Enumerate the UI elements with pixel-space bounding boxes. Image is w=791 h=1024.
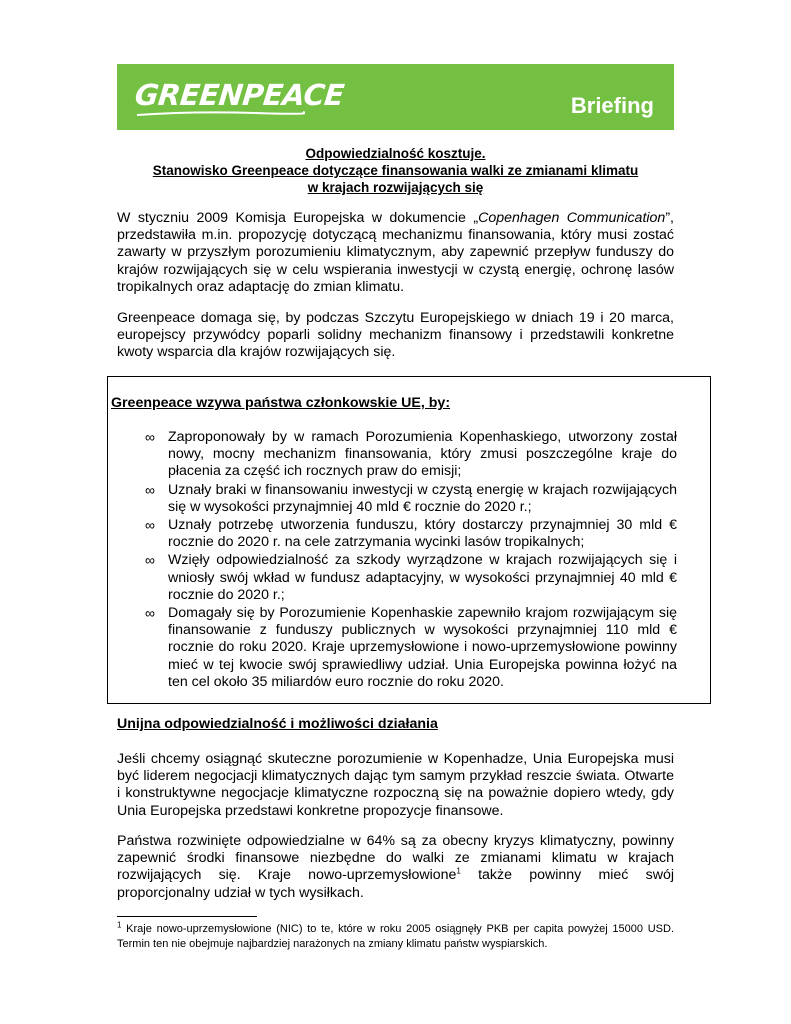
intro-paragraph-2: Greenpeace domaga się, by podczas Szczytu Europejskiego w dniach 19 i 20 marca, europejscy przywódcy poparli solidny mechanizm finansowy i przedstawili konkretne kwoty wsparcia dla krajów rozwijających się. [117, 310, 674, 361]
list-item: ∞ Zaproponowały by w ramach Porozumienia Kopenhaskiego, utworzony został nowy, mocny mechanizm finansowania, który zmusi poszczególne kraje do płacenia za część ich rocznych praw do emisji; [145, 429, 677, 480]
bullet-icon: ∞ [145, 552, 155, 569]
intro-p1-text: W styczniu 2009 Komisja Europejska w dokumencie „ [117, 210, 479, 226]
demands-list [145, 429, 677, 692]
list-item: ∞ Uznały potrzebę utworzenia funduszu, który dostarczy przynajmniej 30 mld € rocznie do 2020 r. na cele zatrzymania wycinki lasów tropikalnych; [145, 517, 677, 551]
greenpeace-banner [117, 64, 674, 130]
bullet-icon: ∞ [145, 605, 155, 622]
section-paragraph-1: Jeśli chcemy osiągnąć skuteczne porozumienie w Kopenhadze, Unia Europejska musi być liderem negocjacji klimatycznych dając tym samym przykład reszcie świata. Otwarte i konstruktywne negocjacje klimatyczne rozpoczną się na poważnie dopiero wtedy, gdy Unia Europejska przedstawi konkretne propozycje finansowe. [117, 751, 674, 819]
demands-box [107, 376, 711, 704]
document-title [117, 145, 674, 196]
footnote-reference[interactable]: 1 [456, 866, 461, 876]
title-line-3: w krajach rozwijających się [307, 180, 484, 195]
intro-p1-italic: Copenhagen Communication [478, 210, 666, 226]
demands-heading: Greenpeace wzywa państwa członkowskie UE, by: [111, 395, 451, 411]
logo-swash-icon [135, 110, 305, 118]
list-item: ∞ Domagały się by Porozumienie Kopenhaskie zapewniło krajom rozwijającym się finansowanie z funduszy publicznych w wysokości przynajmniej 110 mld € rocznie do roku 2020. Kraje uprzemysłowione i nowo-uprzemysłowione powinny mieć w tej kwocie swój sprawiedliwy udział. Unia Europejska powinna łożyć na ten cel około 35 miliardów euro rocznie do roku 2020. [145, 605, 677, 690]
bullet-icon: ∞ [145, 517, 155, 534]
footnote-divider [117, 916, 257, 917]
section-paragraph-2: Państwa rozwinięte odpowiedzialne w 64% są za obecny kryzys klimatyczny, powinny zapewnić środki finansowe niezbędne do walki ze zmianami klimatu w krajach rozwijających się. Kraje nowo-uprzemysłowione$^1$ także powinny mieć swój proporcjonalny udział w tych wysiłkach. [117, 833, 674, 901]
bullet-icon: ∞ [145, 481, 155, 498]
intro-p1-text-after: ”, przedstawiła m.in. propozycję dotyczącą mechanizmu finansowania, który musi zostać zawarty w przyszłym porozumieniu klimatycznym, aby zapewnić przepływ funduszy do krajów rozwijających się w celu wspierania inwestycji w czystą energię, ochronę lasów tropikalnych oraz adaptację do zmian klimatu. [117, 210, 674, 295]
list-item: ∞ Wzięły odpowiedzialność za szkody wyrządzone w krajach rozwijających się i wniosły swój wkład w fundusz adaptacyjny, w wysokości przynajmniej 40 mld € rocznie do 2020 r.; [145, 552, 677, 603]
greenpeace-logo: GREENPEACE [133, 78, 346, 112]
intro-paragraph-1 [117, 210, 674, 296]
footnote-marker: 1 [117, 920, 122, 930]
title-line-1: Odpowiedzialność kosztuje. [305, 146, 486, 161]
briefing-label: Briefing [570, 93, 654, 118]
footnote [117, 922, 674, 951]
list-item: ∞ Uznały braki w finansowaniu inwestycji w czystą energię w krajach rozwijających się w wysokości przynajmniej 40 mld € rocznie do 2020 r.; [145, 481, 677, 515]
section-heading: Unijna odpowiedzialność i możliwości działania [117, 716, 438, 732]
bullet-icon: ∞ [145, 429, 155, 445]
title-line-2: Stanowisko Greenpeace dotyczące finansowania walki ze zmianami klimatu [152, 163, 639, 178]
footnote-text: Kraje nowo-uprzemysłowione (NIC) to te, które w roku 2005 osiągnęły PKB per capita powyżej 15000 USD. Termin ten nie obejmuje najbardziej narażonych na zmiany klimatu państw wyspiarskich. [117, 923, 674, 950]
